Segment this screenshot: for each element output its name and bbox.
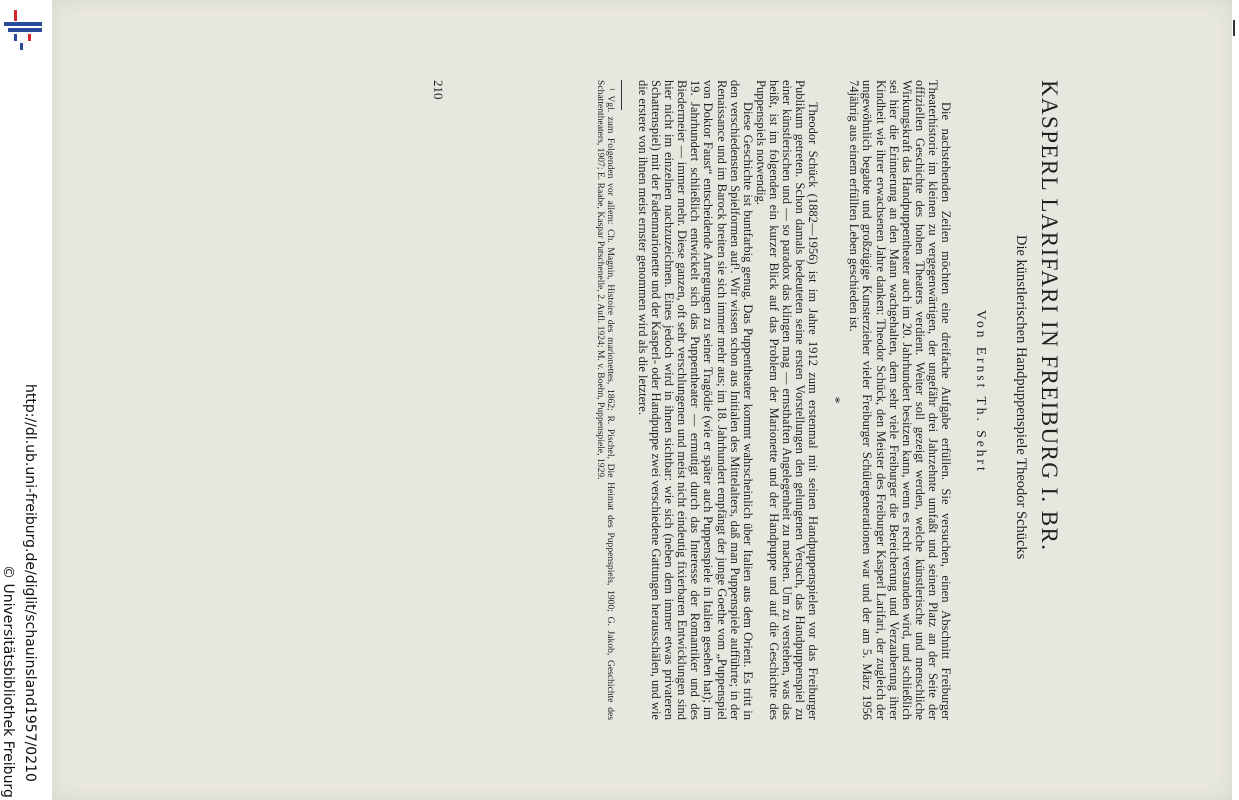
footnote-divider xyxy=(621,80,622,110)
ub-freiburg-logo-icon xyxy=(4,10,42,50)
article-author: Von Ernst Th. Sehrt xyxy=(974,310,989,474)
page-number: 210 xyxy=(431,80,446,100)
document-url[interactable]: http://dl.ub.uni-freiburg.de/diglit/schauinsland1957/0210 xyxy=(22,384,38,782)
body-paragraph: Theodor Schück (1882—1956) ist im Jahre 1912 zum erstenmal mit seinen Handpuppenspielen vor das Freiburger Publikum getreten. Schon damals bedeuteten seine ersten Vorstellungen den gelungenen Versuch, das Handpuppenspiel zu einer künstlerischen und — so paradox das klingen mag — ernsthaften Angelegenheit zu machen. Um zu verstehen, was das heißt, ist im folgenden ein kurzer Blick auf das Problem der Marionette und der Handpuppe und auf die Geschichte des Puppenspiels notwendig. xyxy=(753,80,821,720)
body-paragraph: Die nachstehenden Zeilen möchten eine dreifache Aufgabe erfüllen. Sie versuchen, einen Abschnitt Freiburger Theaterhistorie im kleinen zu vergegenwärtigen, der ungefähr drei Jahrzehnte umfaßt und seinen Platz an der Seite der offiziellen Geschichte des hohen Theaters verdient. Weiter soll gezeigt werden, welche künstlerische und menschliche Wirkungskraft das Handpuppentheater auch im 20. Jahrhundert besitzen kann, wenn es recht verstanden wird, und schließlich sei hier die Erinnerung an den Mann wachgehalten, dem sehr viele Freiburger die Bereicherung und Verzauberung ihrer Kindheit wie ihrer erwachsenen Jahre danken: Theodor Schück, den Meister des Freiburger Kasperl Larifari, der zugleich der ungewöhnlich begabte und großzügige Kunsterzieher vieler Freiburger Schülergenerationen war und der am 5. März 1956 74jährig aus einem erfüllten Leben geschieden ist. xyxy=(847,80,953,720)
section-separator: * xyxy=(827,396,843,404)
page-edge-mark xyxy=(1233,20,1235,36)
page-content xyxy=(182,80,1062,720)
article-title: KASPERL LARIFARI IN FREIBURG I. BR. xyxy=(1037,80,1062,552)
article-subtitle: Die künstlerischen Handpuppenspiele Theodor Schücks xyxy=(1013,235,1029,560)
body-paragraph: Diese Geschichte ist buntfarbig genug. Das Puppentheater kommt wahrscheinlich über Italien aus dem Orient. Es tritt in den verschiedensten Spielformen auf¹. Wir wissen schon aus Initialen des Mittelalters, daß man Puppenspiele aufführte; in der Renaissance und im Barock breiten sie sich immer mehr aus; im 18. Jahrhundert empfängt der junge Goethe vom „Puppenspiel von Doktor Faust“ entscheidende Anregungen zu seiner Tragödie (wie er später auch Puppenspiele in Italien gesehen hat); im 19. Jahrhundert schließlich entwickelt sich das Puppentheater — ermutigt durch das Interesse der Romantiker und des Biedermeier — immer mehr. Diese ganzen, oft sehr verschlungenen und meist nicht eindeutig fixierbaren Entwicklungen sind hier nicht im einzelnen nachzuzeichnen. Eines jedoch wird in ihnen sichtbar: wie sich (neben dem immer etwas privateren Schattenspiel) mit der Fadenmarionette und der Kasperl- oder Handpuppe zwei verschiedene Gattungen herausschälen, und wie die erstere von ihnen meist ernster genommen wird als die letztere. xyxy=(636,80,755,720)
copyright-credit: © Universitätsbibliothek Freiburg xyxy=(0,565,16,798)
footnote: ¹ Vgl. zum Folgenden vor allem: Ch. Magnin, Histoire des marionettes, 1862; R. Pischel, Die Heimat des Puppenspiels, 1900; G. Jakob, Geschichte des Schattentheaters, 1907; E. Raabe, Kaspar Putschenelle, 2. Aufl. 1924; M. v. Boehn, Puppenspiele, 1929. xyxy=(594,80,616,720)
